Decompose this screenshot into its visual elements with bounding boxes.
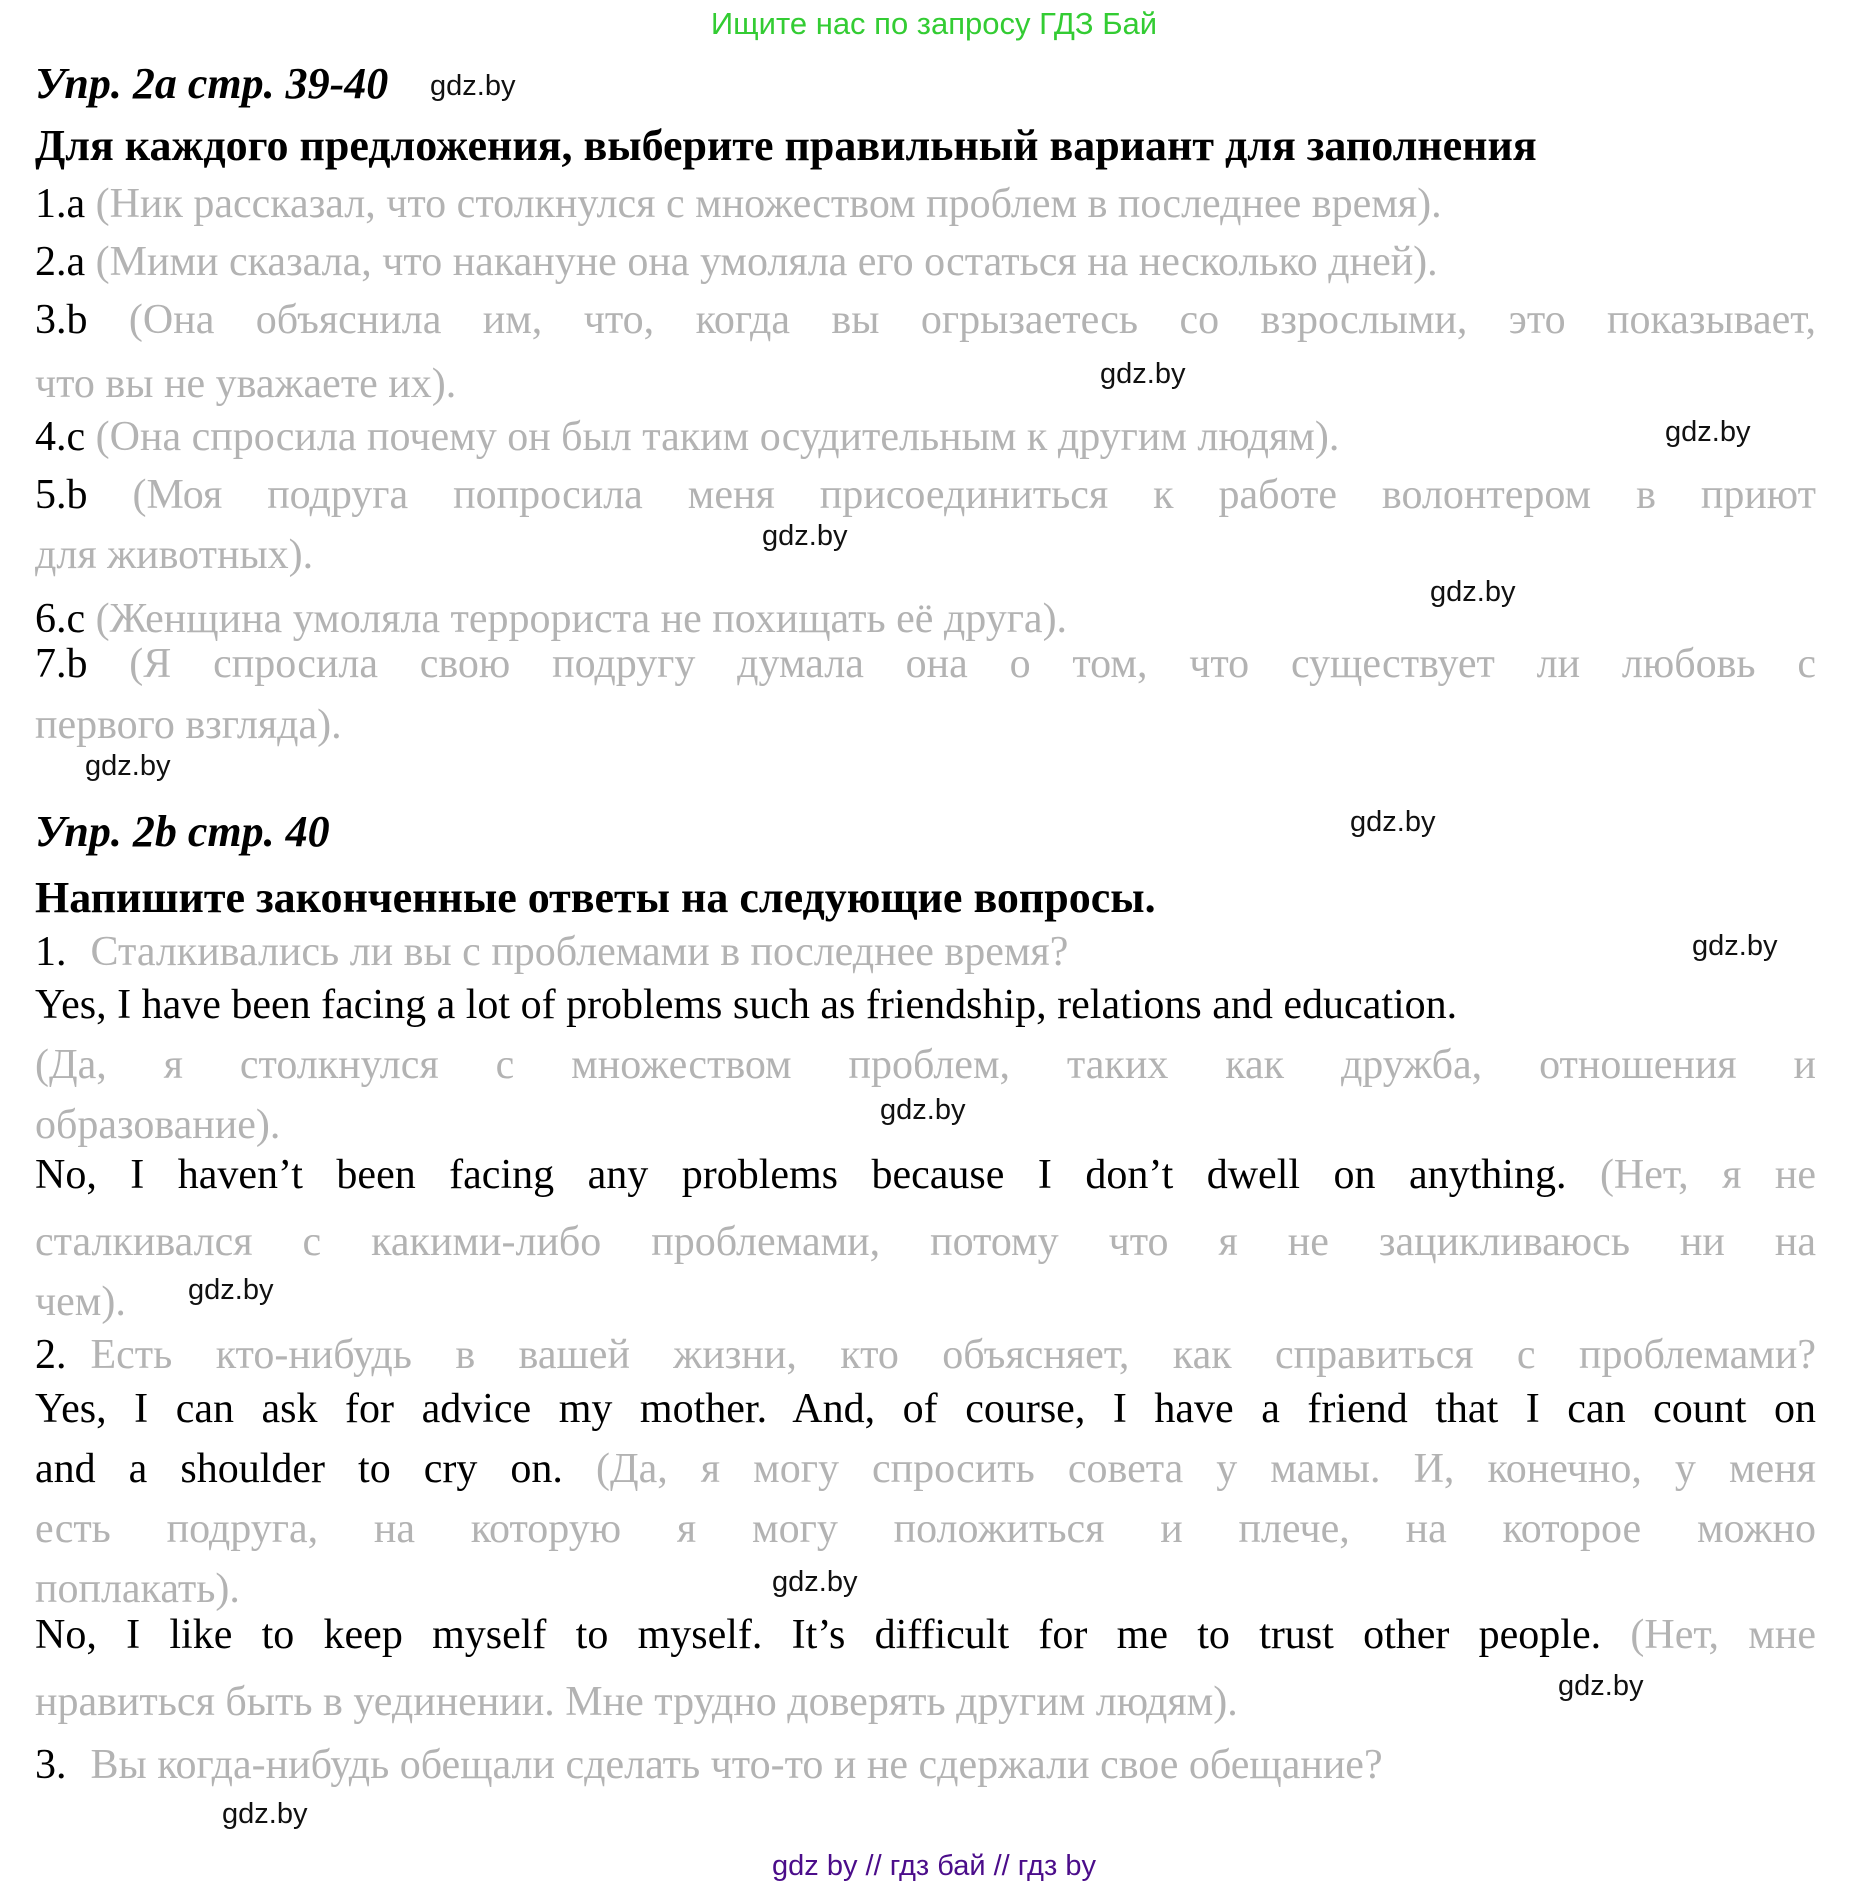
answer-2a-text: (Мими сказала, что накануне она умоляла его остаться на несколько дней).	[95, 239, 1438, 285]
answer-7b-text2: первого взгляда).	[35, 702, 342, 748]
answer-1a-marker: 1.a	[35, 181, 96, 227]
answer-3b-text2: что вы не уважаете их).	[35, 361, 457, 407]
answer-3b-line1	[35, 294, 1816, 346]
question-1	[35, 926, 1816, 978]
answer-4c-marker: 4.c	[35, 414, 96, 460]
answer-3b-line2	[35, 358, 1816, 410]
answer-q1-no-line3	[35, 1276, 1816, 1328]
question-1-number: 1.	[35, 929, 67, 975]
answer-q2-yes-line4	[35, 1563, 1816, 1615]
answer-q2-no-line1	[35, 1609, 1816, 1661]
question-3	[35, 1739, 1816, 1791]
exercise-2b-title	[35, 806, 1816, 858]
gdz-watermark: gdz.by	[762, 520, 848, 552]
gdz-watermark: gdz.by	[1350, 806, 1436, 838]
answer-5b-text2: для животных).	[35, 532, 314, 578]
gdz-watermark: gdz.by	[880, 1094, 966, 1126]
answer-5b-text1: (Моя подруга попросила меня присоединиться к работе волонтером в приют	[132, 472, 1816, 518]
answer-q2-yes-ru-text3: поплакать).	[35, 1566, 240, 1612]
answer-q2-no-ru-text2: нравиться быть в уединении. Мне трудно доверять другим людям).	[35, 1679, 1238, 1725]
answer-1a	[35, 178, 1816, 230]
question-3-text: Вы когда-нибудь обещали сделать что-то и не сдержали свое обещание?	[90, 1742, 1383, 1788]
question-3-number: 3.	[35, 1742, 67, 1788]
answer-q2-yes-line2	[35, 1443, 1816, 1495]
answer-q1-yes-ru-line1	[35, 1039, 1816, 1091]
answer-5b-line1	[35, 469, 1816, 521]
gdz-watermark: gdz.by	[222, 1798, 308, 1830]
answer-q2-no-en-text: No, I like to keep myself to myself. It’s difficult for me to trust other people.	[35, 1612, 1602, 1658]
site-banner: Ищите нас по запросу ГДЗ Бай	[710, 6, 1158, 41]
gdz-watermark: gdz.by	[772, 1566, 858, 1598]
exercise-2a-title-text: Упр. 2а стр. 39-40	[35, 59, 389, 108]
answer-1a-text: (Ник рассказал, что столкнулся с множеством проблем в последнее время).	[95, 181, 1442, 227]
answer-q2-yes-ru-text1: (Да, я могу спросить совета у мамы. И, конечно, у меня	[562, 1446, 1816, 1492]
answer-5b-marker: 5.b	[35, 472, 133, 518]
gdz-watermark: gdz.by	[1100, 358, 1186, 390]
answer-3b-marker: 3.b	[35, 297, 129, 343]
answer-6c-marker: 6.c	[35, 596, 96, 642]
question-1-text: Сталкивались ли вы с проблемами в последнее время?	[90, 929, 1069, 975]
gdz-watermark: gdz.by	[1430, 576, 1516, 608]
answer-q1-no-line1	[35, 1149, 1816, 1201]
answer-q1-no-line2	[35, 1216, 1816, 1268]
exercise-2b-title-text: Упр. 2b стр. 40	[35, 807, 330, 856]
answer-q1-no-en-text: No, I haven’t been facing any problems because I don’t dwell on anything.	[35, 1152, 1567, 1198]
exercise-2a-task	[35, 120, 1816, 172]
answer-q1-yes-en	[35, 979, 1816, 1031]
question-2	[35, 1329, 1816, 1381]
answer-2a	[35, 236, 1816, 288]
gdz-watermark: gdz.by	[1558, 1670, 1644, 1702]
answer-7b-marker: 7.b	[35, 641, 130, 687]
answer-q2-yes-ru-text2: есть подруга, на которую я могу положиться и плече, на которое можно	[35, 1506, 1816, 1552]
gdz-watermark: gdz.by	[1665, 416, 1751, 448]
answer-4c	[35, 411, 1816, 463]
answer-6c-text: (Женщина умоляла террориста не похищать её друга).	[95, 596, 1068, 642]
answer-q2-yes-line3	[35, 1503, 1816, 1555]
answer-q1-yes-ru-text2: образование).	[35, 1102, 281, 1148]
answer-q2-yes-line1	[35, 1383, 1816, 1435]
gdz-watermark: gdz.by	[188, 1274, 274, 1306]
exercise-2a-task-text: Для каждого предложения, выберите правильный вариант для заполнения	[35, 121, 1537, 170]
answer-3b-text1: (Она объяснила им, что, когда вы огрызаетесь со взрослыми, это показывает,	[128, 297, 1816, 343]
gdz-watermark: gdz.by	[430, 70, 516, 102]
answer-q1-yes-ru-text1: (Да, я столкнулся с множеством проблем, таких как дружба, отношения и	[35, 1042, 1816, 1088]
answer-7b-text1: (Я спросила свою подругу думала она о том, что существует ли любовь с	[129, 641, 1817, 687]
answer-7b-line2	[35, 699, 1816, 751]
answer-q1-yes-en-text: Yes, I have been facing a lot of problems such as friendship, relations and education.	[35, 982, 1458, 1028]
answer-q2-yes-en-text2: and a shoulder to cry on.	[35, 1446, 563, 1492]
answer-5b-line2	[35, 529, 1816, 581]
gdz-watermark: gdz.by	[1692, 930, 1778, 962]
answer-q2-yes-en-text1: Yes, I can ask for advice my mother. And, of course, I have a friend that I can count on	[35, 1386, 1816, 1432]
answer-q1-no-ru-text1: (Нет, я не	[1566, 1152, 1816, 1198]
question-2-text: Есть кто-нибудь в вашей жизни, кто объясняет, как справиться с проблемами?	[90, 1332, 1816, 1378]
answer-q2-no-line2	[35, 1676, 1816, 1728]
answer-q2-no-ru-text1: (Нет, мне	[1601, 1612, 1816, 1658]
exercise-2b-task	[35, 872, 1816, 924]
answer-2a-marker: 2.a	[35, 239, 96, 285]
exercise-2b-task-text: Напишите законченные ответы на следующие вопросы.	[35, 873, 1156, 922]
gdz-watermark: gdz.by	[85, 750, 171, 782]
answer-q1-no-ru-text3: чем).	[35, 1279, 126, 1325]
question-2-number: 2.	[35, 1332, 67, 1378]
answer-4c-text: (Она спросила почему он был таким осудительным к другим людям).	[95, 414, 1340, 460]
answer-q1-no-ru-text2: сталкивался с какими-либо проблемами, потому что я не зацикливаюсь ни на	[35, 1219, 1816, 1265]
answer-7b-line1	[35, 638, 1816, 690]
footer-links: gdz by // гдз бай // гдз by	[772, 1850, 1096, 1882]
exercise-2a-title	[35, 58, 1816, 110]
